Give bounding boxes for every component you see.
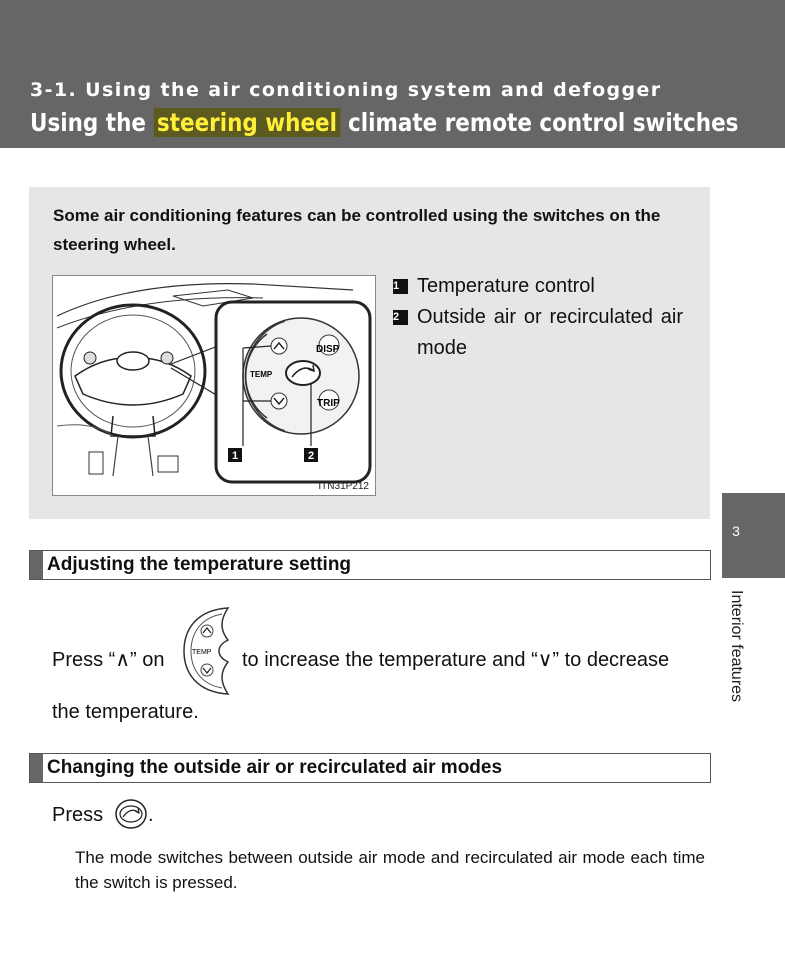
heading-marker	[30, 551, 43, 579]
steering-wheel-illustration	[53, 276, 375, 495]
intro-box	[29, 187, 710, 519]
section-label: 3-1. Using the air conditioning system and defogger	[30, 79, 662, 101]
title-highlight: steering wheel	[153, 108, 340, 137]
press-recirc-text: Press	[52, 804, 104, 826]
legend-number: 1	[393, 279, 408, 294]
page-header	[0, 0, 785, 148]
legend-text: Outside air or recirculated air mode	[417, 306, 683, 359]
heading-marker	[30, 754, 43, 782]
icon-temp-label: TEMP	[192, 649, 212, 656]
section-heading-text: Adjusting the temperature setting	[47, 554, 352, 575]
steering-wheel-figure	[52, 275, 376, 496]
section-heading-air-modes	[29, 753, 711, 783]
legend-item	[393, 271, 683, 302]
recirculation-icon	[114, 798, 148, 835]
legend-number: 2	[393, 310, 408, 325]
intro-text: Some air conditioning features can be controlled using the switches on the steering wheel.	[53, 206, 661, 254]
legend-text: Temperature control	[417, 275, 595, 297]
section-heading-temperature	[29, 550, 711, 580]
callout-2: 2	[307, 450, 315, 462]
chapter-number: 3	[732, 523, 740, 539]
legend-item	[393, 302, 683, 364]
section-heading-text: Changing the outside air or recirculated air modes	[47, 757, 503, 778]
chapter-tab	[722, 493, 785, 578]
title-prefix: Using the	[30, 108, 146, 137]
temperature-end-text: the temperature.	[52, 701, 199, 723]
press-down-text: to increase the temperature and “∨” to decrease	[242, 649, 670, 671]
temp-rocker-icon	[182, 606, 234, 701]
mode-note: The mode switches between outside air mode and recirculated air mode each time the switch is pressed.	[75, 848, 705, 892]
press-up-text: Press “∧” on	[52, 649, 165, 671]
page-title	[30, 108, 738, 137]
title-suffix: climate remote control switches	[347, 108, 739, 137]
temp-label: TEMP	[250, 370, 273, 379]
chapter-label: Interior features	[728, 590, 745, 703]
trip-label: TRIP	[317, 398, 340, 409]
figure-code: ITN31P212	[318, 481, 369, 492]
callout-1: 1	[231, 450, 239, 462]
press-period: .	[148, 804, 154, 826]
disp-label: DISP	[316, 344, 340, 355]
figure-legend	[393, 271, 683, 364]
